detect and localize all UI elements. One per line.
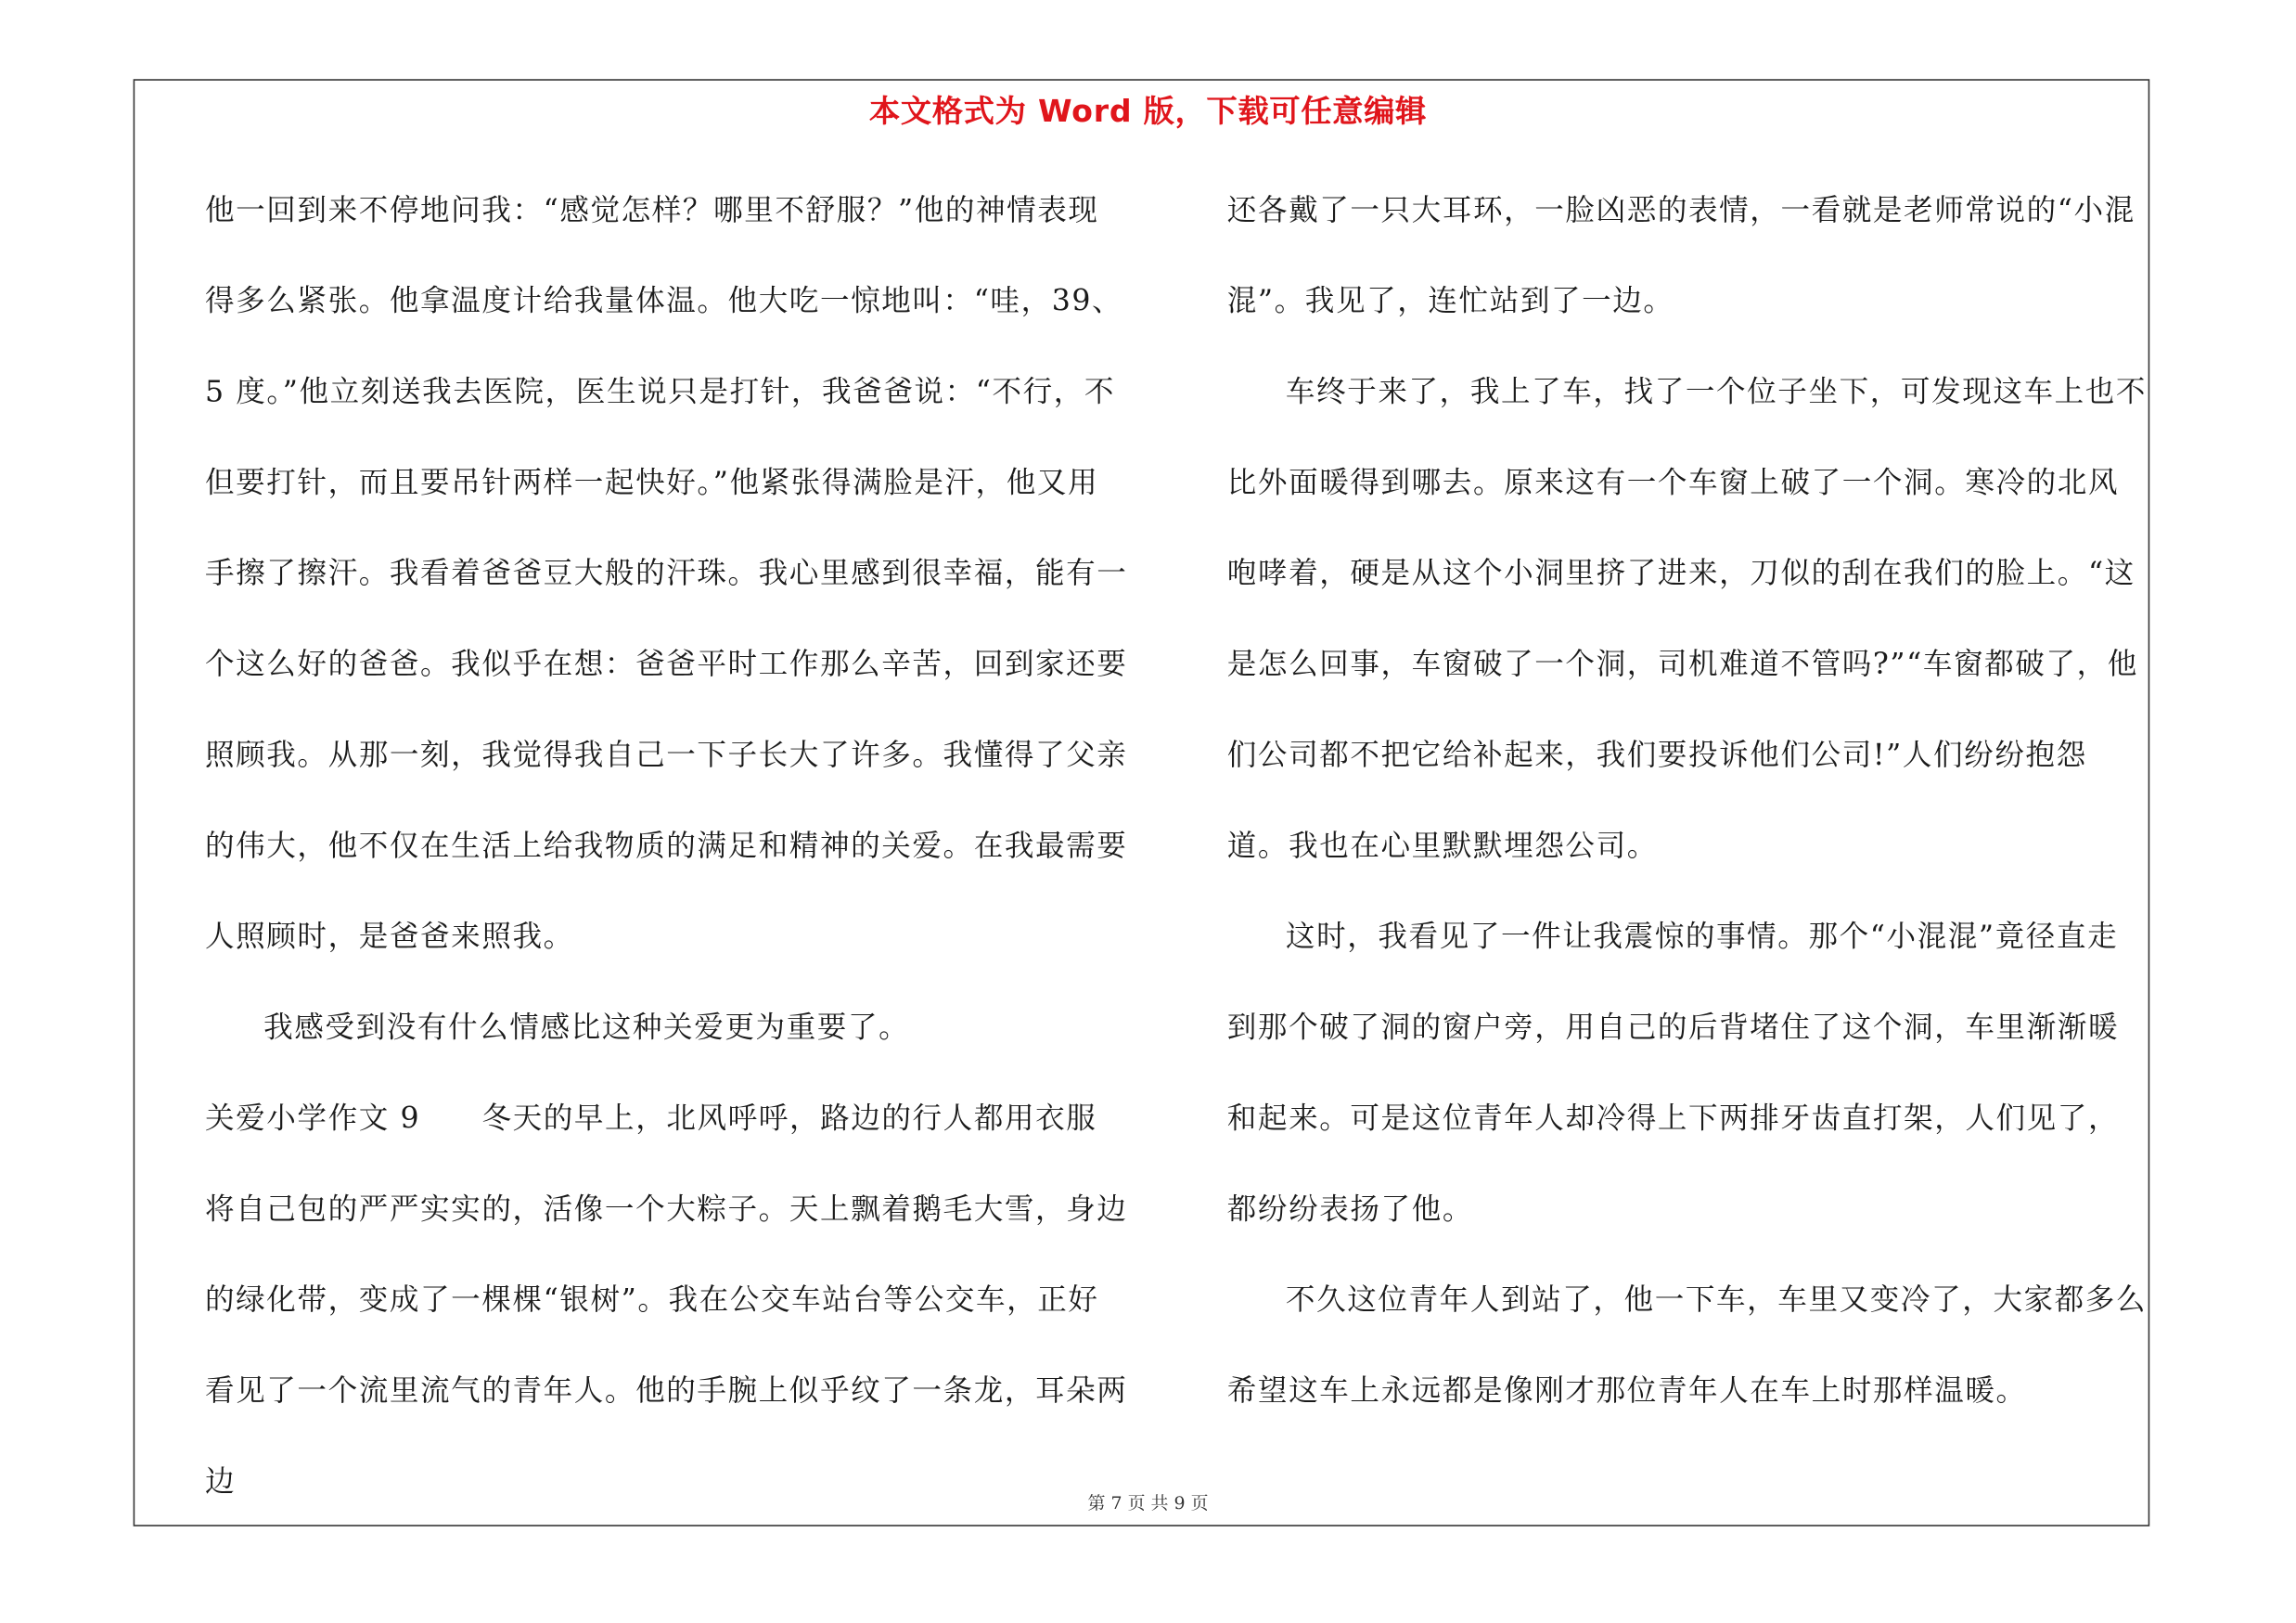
paragraph: 不久这位青年人到站了，他一下车，车里又变冷了，大家都多么希望这车上永远都是像刚才那位青年人在车上时那样温暖。 [1226,1282,2148,1408]
right-text-column [1227,164,2147,1436]
paragraph: 还各戴了一只大耳环，一脸凶恶的表情，一看就是老师常说的“小混混”。我见了，连忙站到了一边。 [1226,191,2136,318]
left-text-column [205,164,1127,1526]
format-notice-banner: 本文格式为 Word 版，下载可任意编辑 [868,94,1428,129]
page-number-footer: 第 7 页 共 9 页 [1087,1492,1209,1514]
essay-heading-paragraph: 关爱小学作文 9 冬天的早上，北风呼呼，路边的行人都用衣服将自己包的严严实实的，活像一个大粽子。天上飘着鹅毛大雪，身边的绿化带，变成了一棵棵“银树”。我在公交车站台等公交车，正好看见了一个流里流气的青年人。他的手腕上似乎纹了一条龙，耳朵两边 [204,1100,1128,1499]
paragraph: 我感受到没有什么情感比这种关爱更为重要了。 [263,1009,910,1045]
paragraph: 车终于来了，我上了车，找了一个位子坐下，可发现这车上也不比外面暖得到哪去。原来这有一个车窗上破了一个洞。寒冷的北风咆哮着，硬是从这个小洞里挤了进来，刀似的刮在我们的脸上。“这是怎么回事，车窗破了一个洞，司机难道不管吗?”“车窗都破了，他们公司都不把它给补起来，我们要投诉他们公司!”人们纷纷抱怨道。我也在心里默默埋怨公司。 [1226,373,2148,863]
paragraph: 这时，我看见了一件让我震惊的事情。那个“小混混”竟径直走到那个破了洞的窗户旁，用自己的后背堵住了这个洞，车里渐渐暖和起来。可是这位青年人却冷得上下两排牙齿直打架，人们见了，都纷纷表扬了他。 [1226,918,2120,1227]
paragraph: 他一回到来不停地问我：“感觉怎样？哪里不舒服？”他的神情表现得多么紧张。他拿温度计给我量体温。他大吃一惊地叫：“哇，39、5 度。”他立刻送我去医院，医生说只是打针，我爸爸说：“不行，不但要打针，而且要吊针两样一起快好。”他紧张得满脸是汗，他又用手擦了擦汗。我看着爸爸豆大般的汗珠。我心里感到很幸福，能有一个这么好的爸爸。我似乎在想：爸爸平时工作那么辛苦，回到家还要照顾我。从那一刻，我觉得我自己一下子长大了许多。我懂得了父亲的伟大，他不仅在生活上给我物质的满足和精神的关爱。在我最需要人照顾时，是爸爸来照我。 [204,191,1128,954]
